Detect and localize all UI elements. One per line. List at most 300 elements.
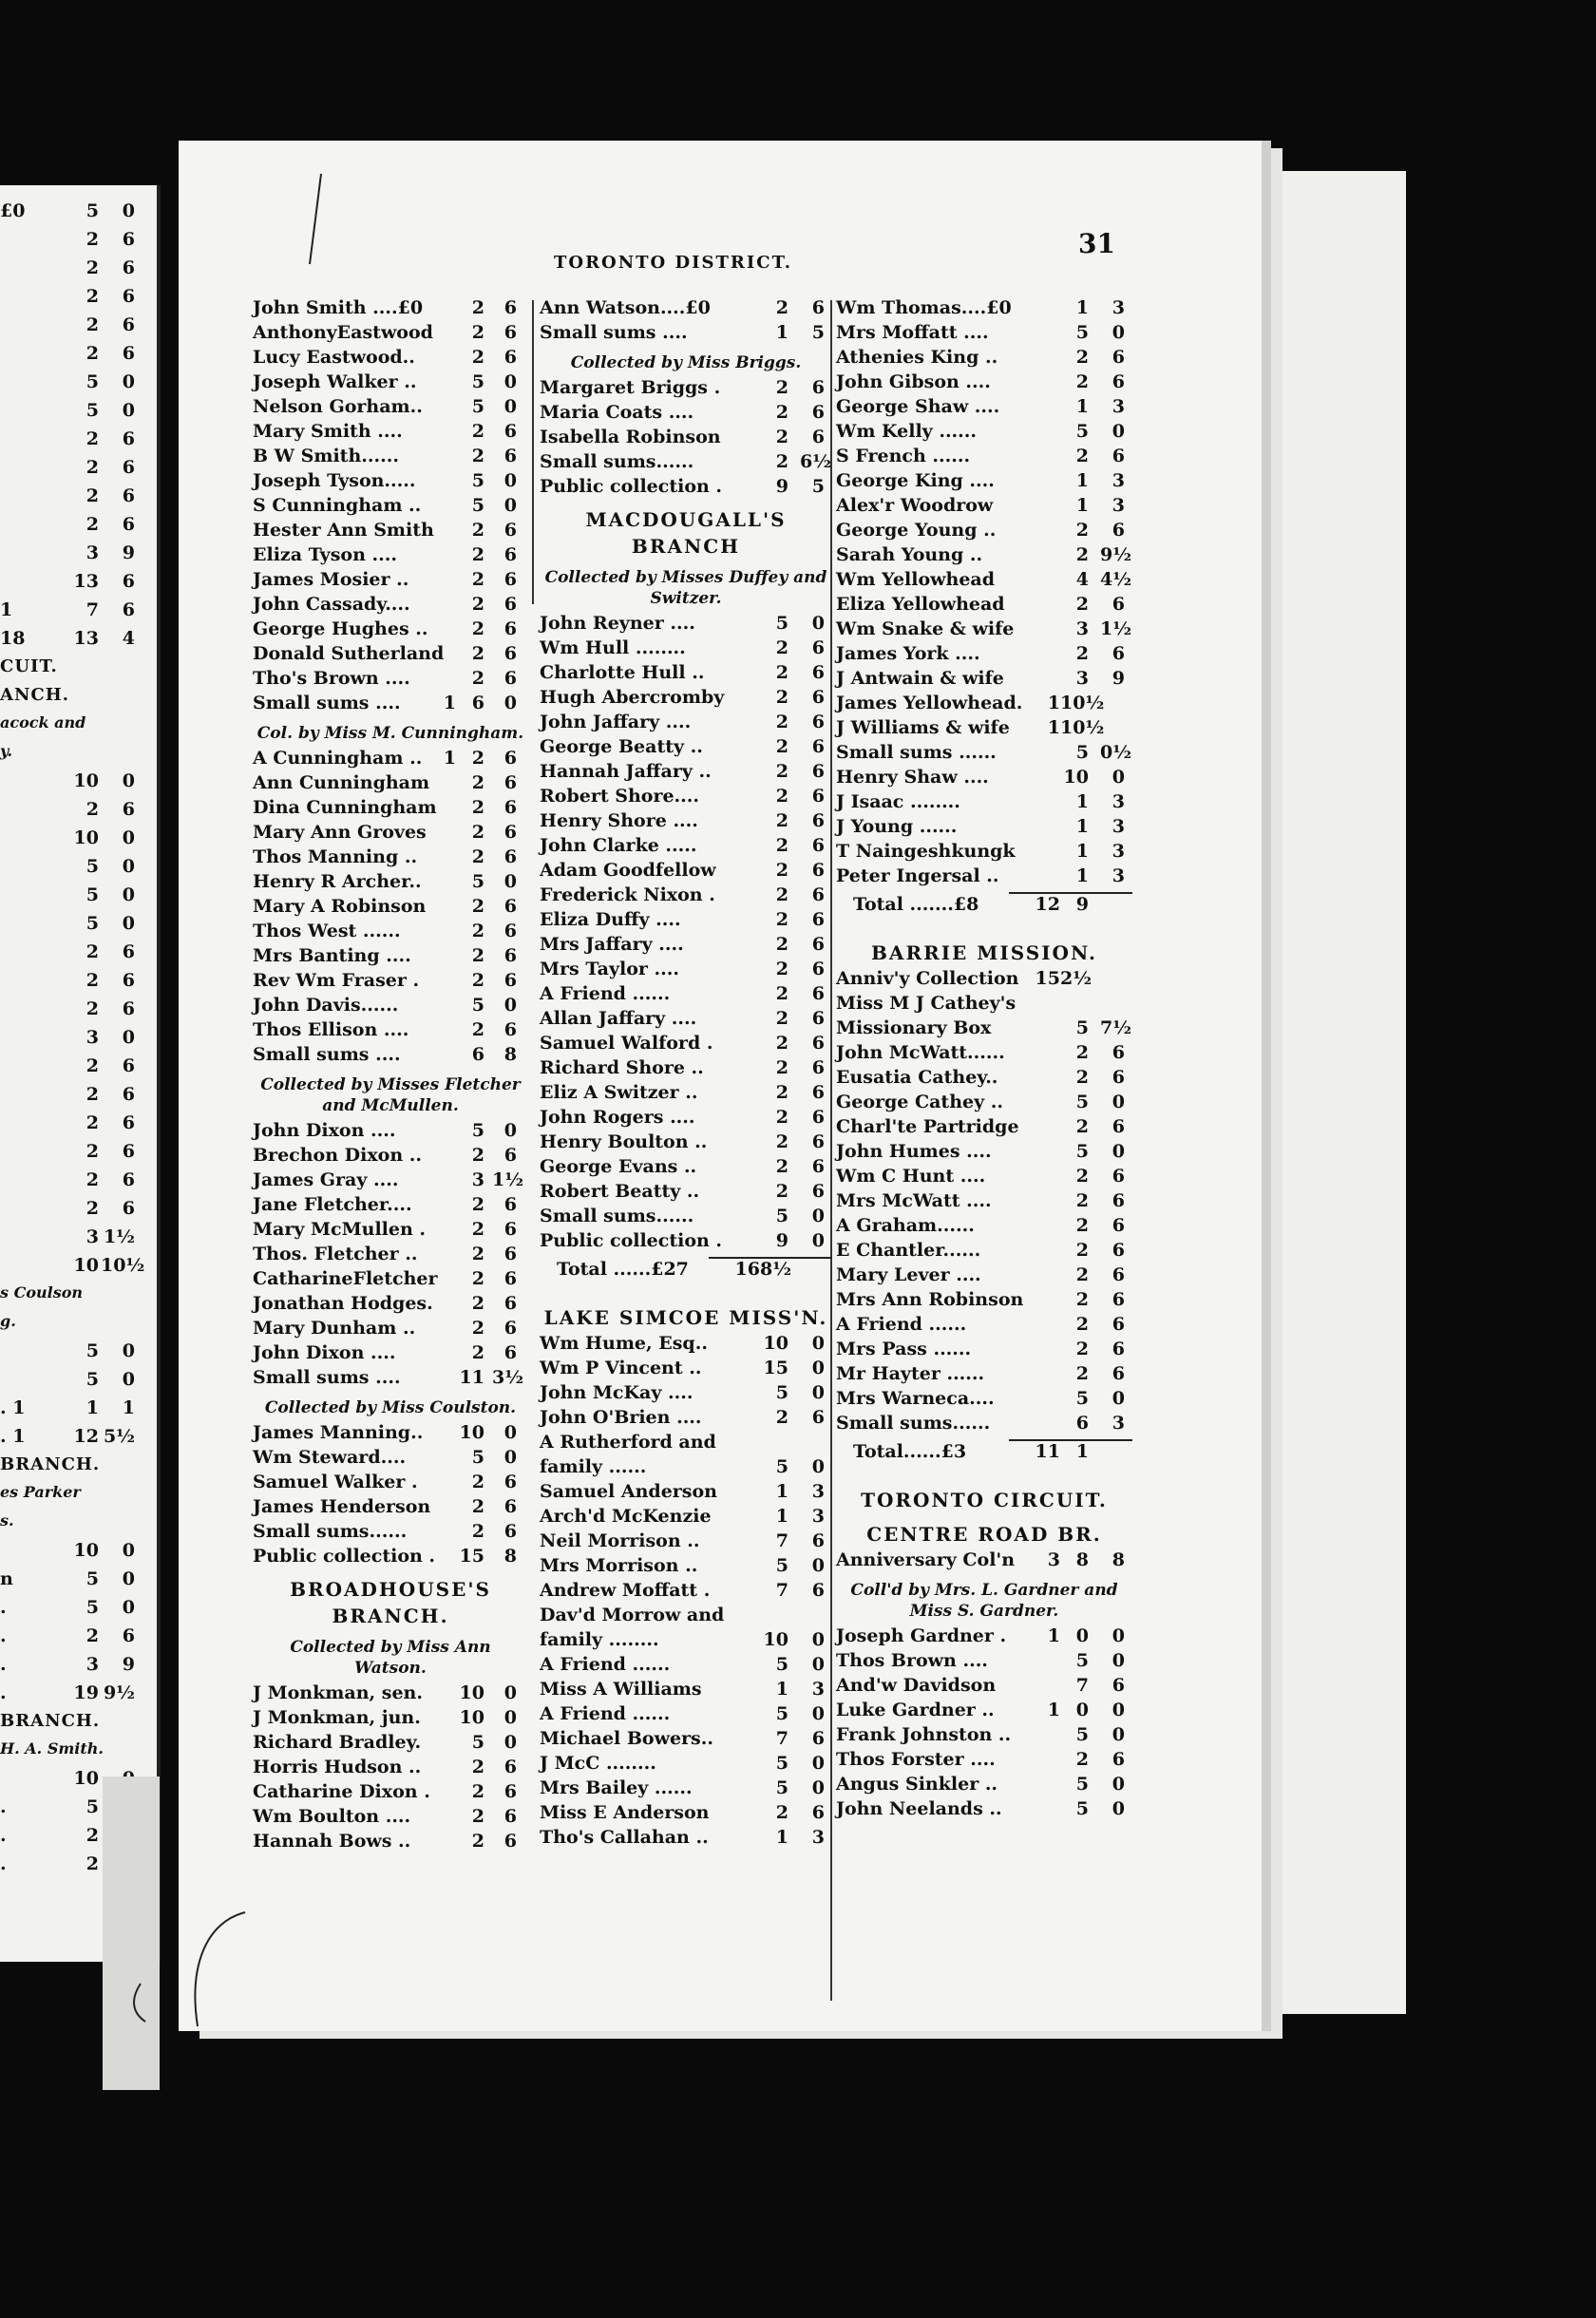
subscriber-name: Michael Bowers.. (540, 1728, 713, 1749)
subscriber-row (253, 1546, 528, 1570)
amount-pence: 6 (504, 1781, 517, 1802)
total-row (540, 1259, 832, 1299)
collector-note: Coll'd by Mrs. L. Gardner and Miss S. Gardner. (850, 1581, 1118, 1621)
amount-shillings: 5 (471, 871, 484, 892)
subscriber-row (540, 909, 832, 934)
fragment-text: H. A. Smith. (0, 1739, 104, 1758)
amount-shillings: 5 (775, 1206, 788, 1226)
amount-pence: 9 (1112, 668, 1125, 689)
fragment-amount: 0 (122, 1540, 135, 1561)
subscriber-name: Small sums...... (540, 1206, 694, 1226)
subscriber-row (836, 297, 1132, 322)
amount-shillings: 5 (1075, 1017, 1089, 1038)
amount-shillings: 2 (1075, 1190, 1089, 1211)
amount-pence: 0 (811, 1703, 825, 1724)
amount-pounds: 1 (1047, 717, 1060, 738)
subscriber-name: Henry R Archer.. (253, 871, 422, 892)
subscriber-name: A Friend ...... (540, 983, 671, 1004)
amount-shillings: 5 (471, 470, 484, 491)
amount-shillings: 5 (471, 1732, 484, 1753)
subscriber-name: J Monkman, jun. (253, 1707, 421, 1728)
amount-pence: 6 (504, 1831, 517, 1852)
fragment-amount: 6 (122, 941, 135, 962)
amount-shillings: 2 (471, 347, 484, 368)
subscriber-row (540, 934, 832, 959)
amount-pence: 6 (1112, 520, 1125, 541)
subscriber-row (836, 1724, 1132, 1749)
subscriber-row (836, 1067, 1132, 1092)
amount-pence: 0 (1112, 1700, 1125, 1720)
subscriber-name: Joseph Tyson..... (253, 470, 416, 491)
amount-shillings: 2 (471, 1019, 484, 1040)
ledger-page (179, 141, 1262, 2031)
pencil-mark (103, 1908, 293, 2031)
amount-pounds: 1 (443, 748, 456, 769)
fragment-amount: 2 (86, 457, 99, 478)
amount-shillings: 2 (471, 945, 484, 966)
fragment-row (0, 257, 142, 282)
subscriber-name: Wm Hume, Esq.. (540, 1333, 708, 1354)
subscriber-name: Miss E Anderson (540, 1802, 710, 1823)
subscriber-name: Anniv'y Collection (836, 968, 1019, 989)
fragment-amount: 0 (122, 1027, 135, 1048)
fragment-amount: 5 (86, 1369, 99, 1390)
amount-shillings: 2 (1075, 1339, 1089, 1359)
section-heading: CENTRE ROAD BR. (866, 1523, 1102, 1546)
subscriber-row (253, 495, 528, 520)
fragment-row (0, 1426, 142, 1451)
fragment-amount: 2 (86, 1084, 99, 1105)
amount-pence: 4½ (1100, 569, 1132, 590)
amount-shillings: 2 (775, 377, 788, 398)
amount-pence: 6 (1112, 1067, 1125, 1088)
amount-pence: 3 (811, 1827, 825, 1848)
subscriber-name: Mrs Morrison .. (540, 1555, 698, 1576)
subscriber-name: Charl'te Partridge (836, 1116, 1019, 1137)
fragment-row (0, 656, 142, 681)
amount-shillings: 1 (1075, 495, 1089, 516)
fragment-amount: 1 (122, 1397, 135, 1418)
amount-pence: 6 (504, 544, 517, 565)
amount-shillings: 9 (775, 1230, 788, 1251)
fragment-text: ANCH. (0, 685, 70, 705)
subscriber-row (540, 1107, 832, 1131)
subscriber-name: Catharine Dixon . (253, 1781, 430, 1802)
subscriber-name: George Evans .. (540, 1156, 697, 1177)
subscriber-row (836, 1240, 1132, 1264)
fragment-amount: 6 (122, 1055, 135, 1076)
subscriber-name: Small sums .... (540, 322, 688, 343)
subscriber-row (540, 637, 832, 662)
fragment-row (0, 542, 142, 567)
fragment-amount: 0 (122, 770, 135, 791)
amount-pence: 3 (811, 1481, 825, 1502)
amount-pence: 6 (811, 786, 825, 807)
fragment-text: . 1 (0, 1426, 26, 1447)
amount-pence: 0 (504, 1682, 517, 1703)
amount-pence: 6 (504, 1019, 517, 1040)
amount-pence: 6 (811, 1107, 825, 1128)
subscriber-name: Donald Sutherland (253, 643, 445, 664)
amount-shillings: 1 (775, 1481, 788, 1502)
section-heading: BARRIE MISSION. (871, 941, 1097, 964)
subscriber-name: Hannah Jaffary .. (540, 761, 712, 782)
subscriber-row (540, 322, 832, 347)
amount-shillings: 2 (775, 860, 788, 881)
amount-pence: 0 (811, 1382, 825, 1403)
subscriber-name: Frank Johnston .. (836, 1724, 1012, 1745)
subscriber-row (540, 835, 832, 860)
collector-note: Collected by Misses Fletcher and McMullen. (260, 1075, 521, 1115)
subscriber-row (253, 297, 528, 322)
subscriber-name: Hugh Abercromby (540, 687, 725, 708)
subscriber-name: Wm Yellowhead (836, 569, 996, 590)
fragment-amount: 1 (86, 1397, 99, 1418)
subscriber-row (836, 495, 1132, 520)
amount-pence: 3 (1112, 816, 1125, 837)
subscriber-name: Thos. Fletcher .. (253, 1244, 418, 1264)
fragment-amount: 6 (122, 1625, 135, 1646)
subscriber-name: Richard Bradley. (253, 1732, 422, 1753)
fragment-amount: 6 (122, 799, 135, 820)
amount-pence: 6 (504, 846, 517, 867)
page-header: TORONTO DISTRICT. (554, 253, 792, 273)
amount-shillings: 10 (763, 1629, 788, 1650)
amount-shillings: 2 (775, 427, 788, 447)
amount-pence: 5 (811, 476, 825, 497)
amount-pence: 6 (504, 772, 517, 793)
subscriber-name: Andrew Moffatt . (540, 1580, 711, 1601)
subscriber-row (253, 1019, 528, 1044)
subscriber-row (836, 643, 1132, 668)
subscriber-name: Anniversary Col'n (836, 1549, 1016, 1570)
subscriber-row (836, 1363, 1132, 1388)
amount-pence: 6 (811, 402, 825, 423)
subscriber-row (540, 860, 832, 884)
amount-shillings: 2 (471, 1757, 484, 1777)
subscriber-row (836, 1042, 1132, 1067)
subscriber-row (253, 945, 528, 970)
amount-pence: 6 (1112, 1339, 1125, 1359)
amount-shillings: 2 (471, 1219, 484, 1240)
amount-pence: 0 (1112, 767, 1125, 788)
amount-shillings: 2 (1075, 446, 1089, 466)
fragment-amount: 10 (73, 1768, 99, 1789)
amount-pounds: 1 (1047, 1700, 1060, 1720)
amount-shillings: 5 (775, 1382, 788, 1403)
amount-pounds: 16 (734, 1259, 760, 1280)
subscriber-name: Mrs Moffatt .... (836, 322, 989, 343)
fragment-amount: 7 (86, 599, 99, 620)
subscriber-name: Isabella Robinson (540, 427, 721, 447)
amount-pence: 6 (504, 797, 517, 818)
amount-shillings: 7 (775, 1728, 788, 1749)
fragment-row (0, 1711, 142, 1736)
amount-shillings: 2 (471, 1244, 484, 1264)
subscriber-row (836, 1017, 1132, 1042)
subscriber-row (253, 772, 528, 797)
subscriber-name: J Young ...... (836, 816, 958, 837)
amount-pence: 0 (811, 1333, 825, 1354)
subscriber-row (540, 613, 832, 637)
subscriber-row (540, 662, 832, 687)
amount-pence: 6 (811, 427, 825, 447)
subscriber-row (540, 451, 832, 476)
amount-shillings: 0 (1075, 1700, 1089, 1720)
subscriber-row (836, 993, 1132, 1017)
section-heading: TORONTO CIRCUIT. (861, 1489, 1108, 1511)
amount-pence: 6 (504, 643, 517, 664)
amount-pounds: 1 (1047, 693, 1060, 713)
fragment-amount: 12 (73, 1426, 99, 1447)
fragment-row (0, 970, 142, 995)
fragment-row (0, 485, 142, 510)
subscriber-name: Hester Ann Smith (253, 520, 434, 541)
amount-pence: 0 (1112, 1650, 1125, 1671)
subscriber-name: A Friend ...... (836, 1314, 967, 1335)
subscriber-name: Ann Watson....£0 (540, 297, 711, 318)
amount-shillings: 2 (775, 1181, 788, 1202)
subscriber-name: Charlotte Hull .. (540, 662, 705, 683)
amount-shillings: 2 (471, 896, 484, 917)
subscriber-row (836, 767, 1132, 791)
amount-pence: 0 (504, 995, 517, 1016)
fragment-text: es Parker (0, 1483, 81, 1501)
amount-pence: 6 (1112, 643, 1125, 664)
fragment-row (0, 1682, 142, 1707)
subscriber-row (836, 791, 1132, 816)
subscriber-name: Dav'd Morrow and (540, 1605, 725, 1625)
subscriber-row (540, 1654, 832, 1679)
amount-shillings: 2 (471, 446, 484, 466)
subscriber-name: John Davis...... (253, 995, 399, 1016)
fragment-amount: 6 (122, 998, 135, 1019)
amount-pence: 0 (1112, 1388, 1125, 1409)
amount-shillings: 2 (471, 921, 484, 941)
subscriber-name: James Yellowhead. (836, 693, 1023, 713)
amount-shillings: 2 (471, 1806, 484, 1827)
amount-shillings: 5 (775, 1753, 788, 1774)
amount-pence: 6 (1112, 1363, 1125, 1384)
subscriber-row (253, 797, 528, 822)
amount-pence: 0 (504, 1707, 517, 1728)
amount-pence: 6 (504, 520, 517, 541)
amount-pence: 6 (811, 736, 825, 757)
subscriber-name: Henry Boulton .. (540, 1131, 708, 1152)
subscriber-row (253, 970, 528, 995)
fragment-row (0, 1397, 142, 1422)
subscriber-name: S Cunningham .. (253, 495, 422, 516)
fragment-amount: 10 (73, 770, 99, 791)
subscriber-row (253, 1120, 528, 1145)
amount-pence: 6 (1112, 347, 1125, 368)
amount-pence: 6 (504, 896, 517, 917)
amount-shillings: 5 (1075, 1724, 1089, 1745)
subscriber-row (836, 322, 1132, 347)
subscriber-row (540, 1358, 832, 1382)
amount-pence: 6 (1112, 1240, 1125, 1261)
fragment-row (0, 1283, 142, 1308)
subscriber-row (253, 1472, 528, 1496)
amount-pence: 7½ (1100, 1017, 1132, 1038)
amount-shillings: 2 (775, 1131, 788, 1152)
amount-shillings: 2 (471, 772, 484, 793)
subscriber-name: Lucy Eastwood.. (253, 347, 415, 368)
amount-pence: 6 (504, 347, 517, 368)
subscriber-row (540, 1506, 832, 1530)
fragment-text: 1 (0, 599, 13, 620)
amount-pounds: 3 (1047, 1549, 1060, 1570)
fragment-text: . (0, 1825, 7, 1846)
amount-pence: 0 (811, 1456, 825, 1477)
amount-shillings: 5 (1075, 1388, 1089, 1409)
collector-note: Collected by Miss Briggs. (570, 353, 802, 372)
amount-shillings: 2 (471, 1831, 484, 1852)
amount-shillings: 9 (775, 476, 788, 497)
column-1 (253, 297, 528, 1855)
subscriber-name: J Williams & wife (836, 717, 1010, 738)
amount-pence: 0 (811, 1753, 825, 1774)
fragment-amount: 9½ (103, 1682, 135, 1703)
amount-shillings: 5 (1075, 1774, 1089, 1795)
fragment-amount: 5 (86, 884, 99, 905)
subscriber-row (253, 569, 528, 594)
amount-pounds: 1 (443, 693, 456, 713)
subscriber-name: Neil Morrison .. (540, 1530, 700, 1551)
section-heading: LAKE SIMCOE MISS'N. (543, 1306, 828, 1329)
fragment-row (0, 1055, 142, 1080)
amount-pence: 6 (811, 909, 825, 930)
fragment-text: . (0, 1853, 7, 1874)
fragment-text: CUIT. (0, 656, 58, 676)
subscriber-row (836, 520, 1132, 544)
fragment-amount: 2 (86, 1141, 99, 1162)
subscriber-row (253, 1806, 528, 1831)
subscriber-name: Luke Gardner .. (836, 1700, 995, 1720)
subscriber-row (540, 1432, 832, 1456)
amount-pence: 3 (1112, 396, 1125, 417)
amount-shillings: 2 (471, 421, 484, 442)
fragment-amount: 6 (122, 571, 135, 592)
subscriber-name: Dina Cunningham (253, 797, 437, 818)
subscriber-row (253, 871, 528, 896)
fragment-text: g. (0, 1312, 16, 1330)
fragment-row (0, 1027, 142, 1052)
amount-shillings: 2 (775, 909, 788, 930)
subscriber-name: James Gray .... (253, 1169, 399, 1190)
amount-shillings: 5 (471, 495, 484, 516)
subscriber-name: Sarah Young .. (836, 544, 983, 565)
amount-shillings: 2 (1075, 1289, 1089, 1310)
subscriber-row (540, 297, 832, 322)
fragment-row (0, 913, 142, 938)
fragment-row (0, 713, 142, 738)
amount-pence: 6 (504, 1244, 517, 1264)
amount-pence: 0 (811, 1777, 825, 1798)
subscriber-row (836, 594, 1132, 618)
amount-shillings: 5 (471, 1120, 484, 1141)
amount-shillings: 2 (775, 451, 788, 472)
subscriber-row (836, 1339, 1132, 1363)
amount-shillings: 2 (1075, 520, 1089, 541)
amount-shillings: 2 (775, 1407, 788, 1428)
subscriber-name: George King .... (836, 470, 995, 491)
fragment-amount: 0 (122, 856, 135, 877)
fragment-amount: 2 (86, 1169, 99, 1190)
subscriber-name: Arch'd McKenzie (540, 1506, 712, 1527)
fragment-row (0, 685, 142, 710)
amount-pence: 6 (504, 668, 517, 689)
subscriber-name: Frederick Nixon . (540, 884, 715, 905)
subscriber-row (836, 968, 1132, 993)
amount-pence: 6 (504, 446, 517, 466)
amount-pence: 6 (504, 1496, 517, 1517)
subscriber-name: Wm Steward.... (253, 1447, 407, 1468)
subscriber-row (836, 347, 1132, 371)
subscriber-row (540, 1679, 832, 1703)
fragment-amount: 2 (86, 428, 99, 449)
subscriber-row (253, 921, 528, 945)
subscriber-name: Public collection . (253, 1546, 436, 1567)
amount-shillings: 2 (471, 822, 484, 843)
amount-pence: 6 (811, 687, 825, 708)
amount-shillings: 2 (1075, 1749, 1089, 1770)
subscriber-name: Mrs Pass ...... (836, 1339, 972, 1359)
fragment-row (0, 1369, 142, 1394)
amount-shillings: 1 (1075, 297, 1089, 318)
amount-pence: 0 (811, 1206, 825, 1226)
amount-pence: 6 (811, 1057, 825, 1078)
fragment-row (0, 428, 142, 453)
subscriber-name: Samuel Walford . (540, 1033, 713, 1054)
subscriber-row (253, 1707, 528, 1732)
amount-pence: 6 (811, 1530, 825, 1551)
fragment-row (0, 457, 142, 482)
subscriber-row (540, 1456, 832, 1481)
amount-shillings: 2 (775, 959, 788, 979)
amount-shillings: 8½ (760, 1259, 792, 1280)
fragment-amount: 19 (73, 1682, 99, 1703)
subscriber-row (540, 1131, 832, 1156)
subscriber-name: Mary A Robinson (253, 896, 427, 917)
amount-pence: 6 (811, 712, 825, 732)
subscriber-row (253, 1293, 528, 1318)
amount-pence: 6 (811, 1131, 825, 1152)
fragment-row (0, 1454, 142, 1479)
subscriber-name: Missionary Box (836, 1017, 992, 1038)
amount-shillings: 2 (1075, 1363, 1089, 1384)
amount-pence: 6 (504, 1219, 517, 1240)
subscriber-name: Allan Jaffary .... (540, 1008, 697, 1029)
subscriber-row (540, 1206, 832, 1230)
subscriber-name: Mary McMullen . (253, 1219, 427, 1240)
subscriber-name: John Cassady.... (253, 594, 410, 615)
subscriber-name: Thos Brown .... (836, 1650, 988, 1671)
amount-pence: 6 (504, 421, 517, 442)
subscriber-row (253, 748, 528, 772)
amount-shillings: 5 (775, 613, 788, 634)
subscriber-row (836, 1264, 1132, 1289)
subscriber-name: Mrs Banting .... (253, 945, 411, 966)
amount-pence: 3 (1112, 297, 1125, 318)
subscriber-row (836, 1675, 1132, 1700)
subscriber-name: J Isaac ........ (836, 791, 960, 812)
subscriber-name: Mary Dunham .. (253, 1318, 416, 1339)
subscriber-row (836, 1650, 1132, 1675)
subscriber-row (540, 786, 832, 810)
subscriber-row (540, 1530, 832, 1555)
fragment-text: £0 (0, 200, 26, 221)
